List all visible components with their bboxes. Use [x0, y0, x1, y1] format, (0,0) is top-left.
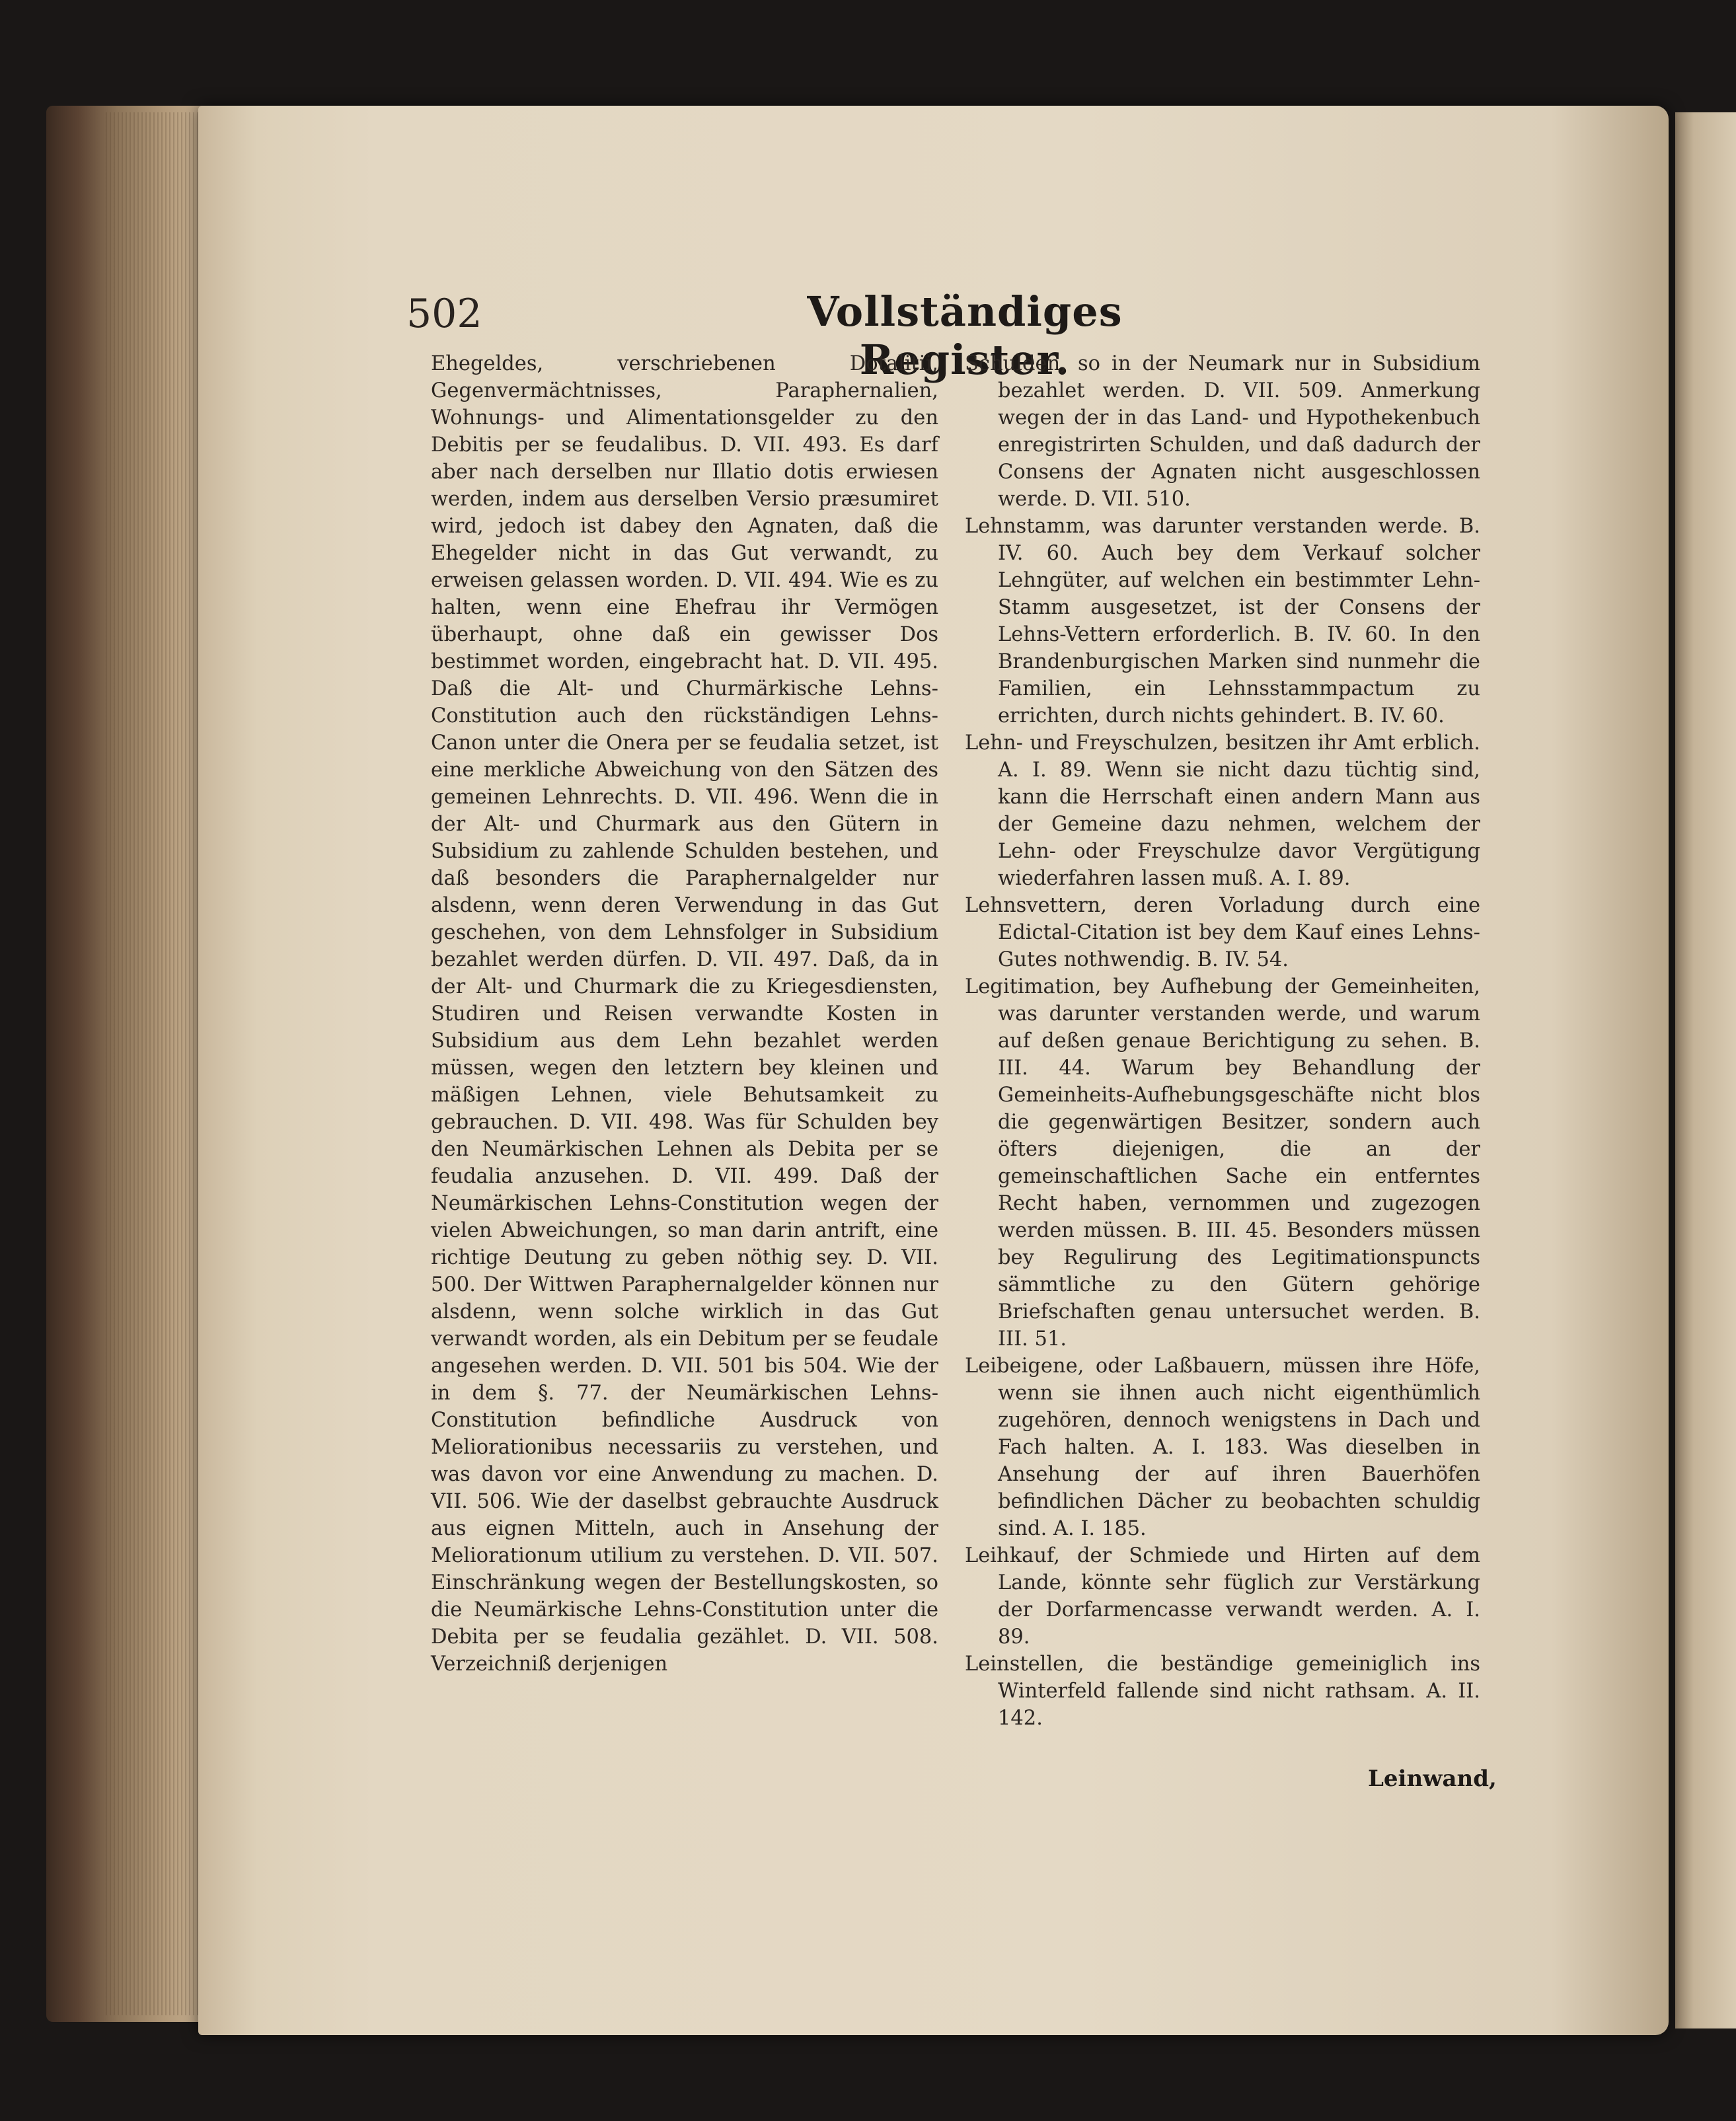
- register-entry: Leibeigene, oder Laßbauern, müssen ihre Höfe, wenn sie ihnen auch nicht eigenthümlich zugehören, dennoch wenigstens in Dach und Fach halten. A. I. 183. Was dieselben in Ansehung der auf ihren Bauerhöfen befindlichen Dächer zu beobachten schuldig sind. A. I. 185.: [965, 1355, 1480, 1540]
- register-entry: Leihkauf, der Schmiede und Hirten auf dem Lande, könnte sehr füglich zur Verstärkung der Dorfarmencasse verwandt werden. A. I. 89.: [965, 1544, 1480, 1649]
- running-head: Vollständiges Register.: [807, 287, 1123, 384]
- register-entry: Leinstellen, die beständige gemeiniglich ins Winterfeld fallende sind nicht rathsam. A. II. 142.: [965, 1653, 1480, 1730]
- register-entry: Legitimation, bey Aufhebung der Gemeinheiten, was darunter verstanden werde, und warum auf deßen genaue Berichtigung zu sehen. B. III. 44. Warum bey Behandlung der Gemeinheits-Aufhebungsgeschäfte nicht blos die gegenwärtigen Besitzer, sondern auch öfters diejenigen, die an der gemeinschaftlichen Sache ein entferntes Recht haben, vernommen und zugezogen werden müssen. B. III. 45. Besonders müssen bey Regulirung des Legitimationspuncts sämmtliche zu den Gütern gehörige Briefschaften genau untersuchet werden. B. III. 51.: [965, 975, 1480, 1351]
- left-column: [423, 350, 938, 1678]
- catchword: Leinwand,: [1368, 1766, 1497, 1792]
- left-column-text: Ehegeldes, verschriebenen Dotalitii, Gegenvermächtnisses, Paraphernalien, Wohnungs- und Alimentationsgelder zu den Debitis per se feudalibus. D. VII. 493. Es darf aber nach derselben nur Illatio dotis erwiesen werden, indem aus derselben Versio præsumiret wird, jedoch ist dabey den Agnaten, daß die Ehegelder nicht in das Gut verwandt, zu erweisen gelassen worden. D. VII. 494. Wie es zu halten, wenn eine Ehefrau ihr Vermögen überhaupt, ohne daß ein gewisser Dos bestimmet worden, eingebracht hat. D. VII. 495. Daß die Alt- und Churmärkische Lehns-Constitution auch den rückständigen Lehns-Canon unter die Onera per se feudalia setzet, ist eine merkliche Abweichung von den Sätzen des gemeinen Lehnrechts. D. VII. 496. Wenn die in der Alt- und Churmark aus den Gütern in Subsidium zu zahlende Schulden bestehen, und daß besonders die Paraphernalgelder nur alsdenn, wenn deren Verwendung in das Gut geschehen, von dem Lehnsfolger in Subsidium bezahlet werden dürfen. D. VII. 497. Daß, da in der Alt- und Churmark die zu Kriegesdiensten, Studiren und Reisen verwandte Kosten in Subsidium aus dem Lehn bezahlet werden müssen, wegen den letztern bey kleinen und mäßigen Lehnen, viele Behutsamkeit zu gebrauchen. D. VII. 498. Was für Schulden bey den Neumärkischen Lehnen als Debita per se feudalia anzusehen. D. VII. 499. Daß der Neumärkischen Lehns-Constitution wegen der vielen Abweichungen, so man darin antrift, eine richtige Deutung zu geben nöthig sey. D. VII. 500. Der Wittwen Paraphernalgelder können nur alsdenn, wenn solche wirklich in das Gut verwandt worden, als ein Debitum per se feudale angesehen werden. D. VII. 501 bis 504. Wie der in dem §. 77. der Neumärkischen Lehns-Constitution befindliche Ausdruck von Meliorationibus necessariis zu verstehen, und was davon vor eine Anwendung zu machen. D. VII. 506. Wie der daselbst gebrauchte Ausdruck aus eignen Mitteln, auch in Ansehung der Meliorationum utilium zu verstehen. D. VII. 507. Einschränkung wegen der Bestellungskosten, so die Neumärkische Lehns-Constitution unter die Debita per se feudalia gezählet. D. VII. 508. Verzeichniß derjenigen: [431, 352, 938, 1676]
- right-column: [965, 350, 1480, 1732]
- page-number: 502: [406, 291, 482, 337]
- register-entry: Lehn- und Freyschulzen, besitzen ihr Amt erblich. A. I. 89. Wenn sie nicht dazu tüchtig sind, kann die Herrschaft einen andern Mann aus der Gemeine dazu nehmen, welchem der Lehn- oder Freyschulze davor Vergütigung wiederfahren lassen muß. A. I. 89.: [965, 731, 1480, 890]
- facing-page-edge: [1675, 112, 1736, 2028]
- register-entry: Schulden, so in der Neumark nur in Subsidium bezahlet werden. D. VII. 509. Anmerkung wegen der in das Land- und Hypothekenbuch enregistrirten Schulden, und daß dadurch der Consens der Agnaten nicht ausgeschlossen werde. D. VII. 510.: [965, 352, 1480, 511]
- register-entry: Lehnsvettern, deren Vorladung durch eine Edictal-Citation ist bey dem Kauf eines Lehns-Gutes nothwendig. B. IV. 54.: [965, 894, 1480, 971]
- register-entry: Lehnstamm, was darunter verstanden werde. B. IV. 60. Auch bey dem Verkauf solcher Lehngüter, auf welchen ein bestimmter Lehn-Stamm ausgesetzet, ist der Consens der Lehns-Vettern erforderlich. B. IV. 60. In den Brandenburgischen Marken sind nunmehr die Familien, ein Lehnsstammpactum zu errichten, durch nichts gehindert. B. IV. 60.: [965, 515, 1480, 727]
- page-edges: [106, 112, 198, 2015]
